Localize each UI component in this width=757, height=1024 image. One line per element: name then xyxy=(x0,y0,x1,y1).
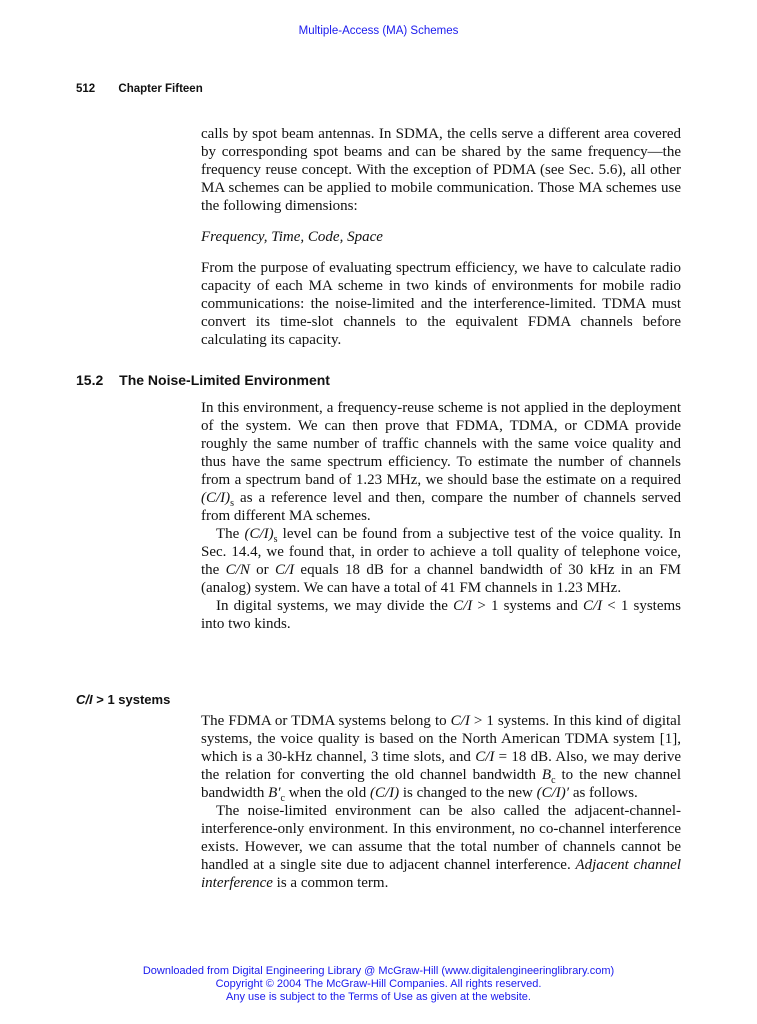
section-paragraph-3: In digital systems, we may divide the C/I > 1 systems and C/I < 1 systems into two kinds. xyxy=(201,598,682,632)
subsection-paragraph-2: The noise-limited environment can be also called the adjacent-channel-interference-only environment. In this environment, no co-channel interference exists. However, we can assume that the total number of channels cannot be handled at a single site due to adjacent channel interference. Adjacent channel interference is a common term. xyxy=(201,803,682,891)
dimensions-line: Frequency, Time, Code, Space xyxy=(201,229,383,245)
section-heading xyxy=(76,372,330,388)
section-paragraph-1: In this environment, a frequency-reuse scheme is not applied in the deployment of the system. We can then prove that FDMA, TDMA, or CDMA provide roughly the same number of traffic channels with the same voice quality and thus have the same spectrum efficiency. To estimate the number of channels from a spectrum band of 1.23 MHz, we should base the estimate on a required $(C/I)_s$ as a reference level and then, compare the number of channels served from different MA schemes. xyxy=(201,400,681,524)
section-paragraph-2: The $(C/I)_s$ level can be found from a subjective test of the voice quality. In Sec. 14.4, we found that, in order to achieve a toll quality of telephone voice, the C/N or C/I equals 18 dB for a channel bandwidth of 30 kHz in an FM (analog) system. We can have a total of 41 FM channels in 1.23 MHz. xyxy=(201,526,681,596)
top-header: Multiple-Access (MA) Schemes xyxy=(298,25,459,37)
subsection-heading: C/I > 1 systems xyxy=(76,692,171,707)
intro-paragraph-1: calls by spot beam antennas. In SDMA, the cells serve a different area covered by corresponding spot beams and can be shared by the same frequency—the frequency reuse concept. With the exception of PDMA (see Sec. 5.6), all other MA schemes can be applied to mobile communication. Those MA schemes use the following dimensions: xyxy=(201,126,681,214)
section-body xyxy=(201,399,681,633)
footer xyxy=(0,965,757,1004)
chapter-title: Chapter Fifteen xyxy=(118,83,203,95)
footer-terms[interactable]: Any use is subject to the Terms of Use as given at the website. xyxy=(226,991,531,1003)
footer-copyright: Copyright © 2004 The McGraw-Hill Companies. All rights reserved. xyxy=(215,978,542,990)
page-number: 512 xyxy=(76,83,96,95)
running-head xyxy=(76,83,203,95)
subsection-body xyxy=(201,712,681,892)
section-number: 15.2 xyxy=(76,372,104,388)
footer-download-link[interactable]: Downloaded from Digital Engineering Library @ McGraw-Hill (www.digitalengineeringlibrary.com) xyxy=(142,965,615,977)
intro-paragraph-2: From the purpose of evaluating spectrum efficiency, we have to calculate radio capacity of each MA scheme in two kinds of environments for mobile radio communications: the noise-limited and the interference-limited. TDMA must convert its time-slot channels to the equivalent FDMA channels before calculating its capacity. xyxy=(201,260,681,348)
section-title: The Noise-Limited Environment xyxy=(119,372,330,388)
subsection-paragraph-1: The FDMA or TDMA systems belong to C/I > 1 systems. In this kind of digital systems, the voice quality is based on the North American TDMA system [1], which is a 30-kHz channel, 3 time slots, and C/I = 18 dB. Also, we may derive the relation for converting the old channel bandwidth $B_c$ to the new channel bandwidth $B'_c$ when the old (C/I) is changed to the new (C/I)′ as follows. xyxy=(201,713,682,804)
intro-block xyxy=(201,125,681,349)
